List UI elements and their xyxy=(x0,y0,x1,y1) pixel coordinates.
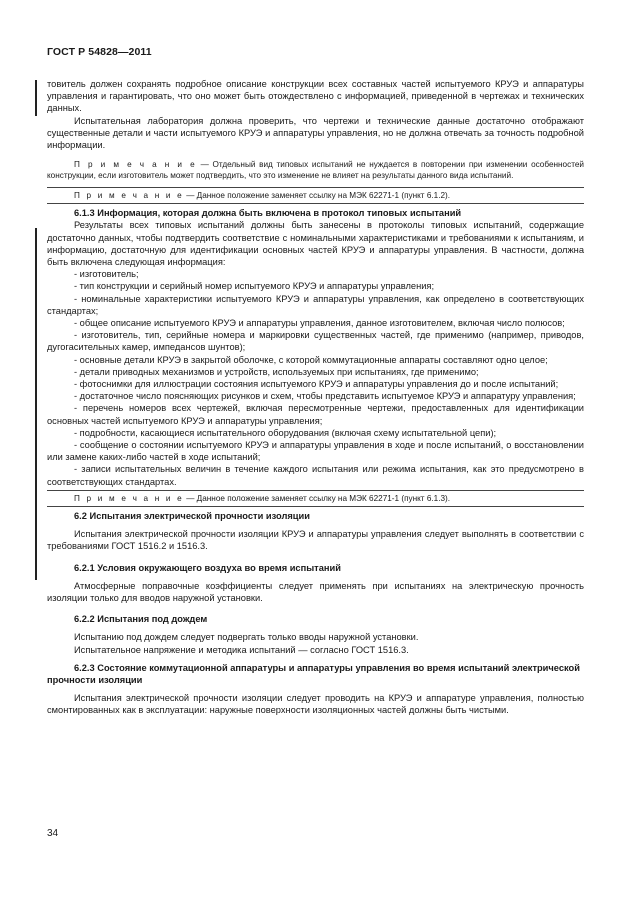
paragraph: Результаты всех типовых испытаний должны быть занесены в протоколы типовых испытаний, содержащие достаточно данных, чтобы подтвердить соответствие с номинальными характеристиками и требованиями к испытаниям, и информацию, достаточную для идентификации основных частей КРУЭ и аппаратуры управления. В частности, должна быть включена следующая информация: xyxy=(47,220,584,268)
section-heading: 6.2.3 Состояние коммутационной аппаратуры и аппаратуры управления во время испытаний электрической прочности изоляции xyxy=(47,662,580,685)
note-label: П р и м е ч а н и е xyxy=(74,191,184,201)
list-item: - номинальные характеристики испытуемого КРУЭ и аппаратуры управления, как определено в соответствующих стандартах; xyxy=(47,293,584,316)
paragraph: Испытательное напряжение и методика испытаний — согласно ГОСТ 1516.3. xyxy=(74,644,409,655)
section-heading: 6.1.3 Информация, которая должна быть включена в протокол типовых испытаний xyxy=(74,208,462,219)
list-item: - тип конструкции и серийный номер испытуемого КРУЭ и аппаратуры управления; xyxy=(74,281,435,292)
list-item: - записи испытательных величин в течение каждого испытания или режима испытания, как это предусмотрено в соответствующих стандартах. xyxy=(47,464,584,487)
list-item: - изготовитель; xyxy=(74,269,139,280)
document-header: ГОСТ Р 54828—2011 xyxy=(47,46,152,58)
note xyxy=(47,159,584,181)
paragraph: Атмосферные поправочные коэффициенты следует применять при испытаниях на электрическую прочность изоляции только для вводов наружной установки. xyxy=(47,580,584,603)
page-number: 34 xyxy=(47,828,59,839)
list-item: - достаточное число поясняющих рисунков и схем, чтобы представить испытуемое КРУЭ и аппаратуру управления; xyxy=(74,391,576,402)
note-text: — Отдельный вид типовых испытаний не нуждается в повторении при изменении особенностей конструкции, если изготовитель может подтвердить, что это изменение не влияет на результаты данного вида испытаний. xyxy=(47,160,584,181)
note-text: — Данное положение заменяет ссылку на МЭК 62271-1 (пункт 6.1.2). xyxy=(183,191,451,201)
list-item: - детали приводных механизмов и устройств, используемых при испытаниях, где применимо; xyxy=(74,366,479,377)
section-heading: 6.2.1 Условия окружающего воздуха во время испытаний xyxy=(74,562,341,573)
list-item: - общее описание испытуемого КРУЭ и аппаратуры управления, данное изготовителем, включая число полюсов; xyxy=(74,318,565,329)
change-bar xyxy=(35,80,37,116)
change-bar xyxy=(35,228,37,580)
list-item: - фотоснимки для иллюстрации состояния испытуемого КРУЭ и аппаратуры управления до и после испытаний; xyxy=(74,379,559,390)
paragraph: Испытательная лаборатория должна проверить, что чертежи и технические данные достаточно отображают существенные детали и части испытуемого КРУЭ и аппаратуры управления, но не должна отвечать за точность подробной информации. xyxy=(47,115,584,151)
paragraph: Испытания электрической прочности изоляции КРУЭ и аппаратуры управления следует выполнять в соответствии с требованиями ГОСТ 1516.2 и 1516.3. xyxy=(47,529,584,552)
list-item: - основные детали КРУЭ в закрытой оболочке, с которой коммутационные аппараты составляют одно целое; xyxy=(74,354,548,365)
paragraph: товитель должен сохранять подробное описание конструкции всех составных частей испытуемого КРУЭ и аппаратуры управления и гарантировать, что оно может быть отождествлено с информацией, приведенной в чертежах и технических данных. xyxy=(47,79,584,114)
list-item: - подробности, касающиеся испытательного оборудования (включая схему испытательной цепи); xyxy=(74,427,497,438)
section-heading: 6.2 Испытания электрической прочности изоляции xyxy=(74,510,310,521)
note-text: — Данное положение заменяет ссылку на МЭК 62271-1 (пункт 6.1.3). xyxy=(183,493,451,503)
section-heading: 6.2.2 Испытания под дождем xyxy=(74,614,208,625)
list-item: - изготовитель, тип, серийные номера и маркировки существенных частей, где применимо (например, приводов, дугогасительных камер, импедансов шунтов); xyxy=(47,330,584,353)
note-label: П р и м е ч а н и е xyxy=(74,493,184,503)
boxed-note xyxy=(47,490,584,507)
list-item: - перечень номеров всех чертежей, включая пересмотренные чертежи, предоставленных для идентификации основных частей испытуемого КРУЭ и аппаратуры управления; xyxy=(47,403,584,426)
note-label: П р и м е ч а н и е xyxy=(74,160,197,170)
paragraph: Испытанию под дождем следует подвергать только вводы наружной установки. xyxy=(74,632,419,643)
boxed-note xyxy=(47,187,584,204)
document-body xyxy=(47,78,584,717)
paragraph: Испытания электрической прочности изоляции следует проводить на КРУЭ и аппаратуре управления, полностью смонтированных как в эксплуатации: наружные поверхности изоляционных частей должны быть чистыми. xyxy=(47,693,584,716)
list-item: - сообщение о состоянии испытуемого КРУЭ и аппаратуры управления в ходе и после испытаний, о восстановлении или замене каких-либо частей в ходе испытаний; xyxy=(47,440,584,463)
